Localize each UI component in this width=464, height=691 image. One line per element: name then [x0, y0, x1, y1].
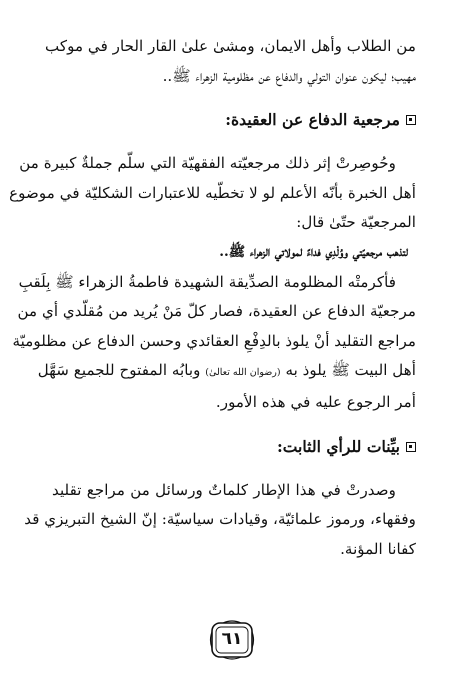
text-line: وصدرتْ في هذا الإطار كلماتٌ ورسائل من مراجع تقليد: [52, 480, 396, 499]
section-heading-evidence: [52, 432, 416, 462]
section-heading-doctrine-defense: [52, 105, 416, 135]
page-footer: [0, 615, 464, 665]
section-body-evidence: [24, 476, 416, 565]
text-line: مرجعيّة الدفاع عن العقيدة، فصار كلّ مَنْ يُريد من مُقلّدي أي من: [17, 302, 416, 321]
text-line: وفقهاء، ورموز علمائيّة، وقيادات سياسيّة: إنّ الشيخ التبريزي قد: [24, 510, 416, 529]
text-line: أهل الخبرة بأنّه الأعلم لو لا تخطّيه للاعتبارات الشكليّة في موضوع: [9, 183, 416, 202]
text-line: كفانا المؤنة.: [340, 539, 416, 558]
text-line: من الطلاب وأهل الايمان، ومشىٰ علىٰ القار الحار في موكب: [44, 37, 416, 55]
text-fragment: أهل البيت ﷺ يلوذ به: [285, 361, 416, 380]
section-heading-label: مرجعية الدفاع عن العقيدة:: [225, 110, 400, 130]
section-heading-label: بيِّنات للرأي الثابت:: [276, 436, 400, 456]
page-body: [9, 32, 416, 564]
text-line: فأكرمتْه المظلومة الصدِّيقة الشهيدة فاطمةُ الزهراء ﷺ بِلَقبِ: [18, 272, 396, 291]
text-fragment: وبابُه المفتوح للجميع سَهَّل: [37, 361, 201, 380]
text-line: مراجع التقليد أنْ يلوذ بالدِفْعِ العقائدي وحسن الدفاع عن مظلوميّة: [12, 331, 416, 350]
text-line-with-note: [37, 356, 416, 388]
section-body-doctrine-defense: [9, 149, 416, 417]
text-line: أمر الرجوع عليه في هذه الأمور.: [215, 392, 416, 411]
square-bullet-icon: [406, 442, 416, 452]
text-line: المرجعيّة حتّىٰ قال:: [296, 213, 416, 232]
quote-line: لتذهب مرجعيّتي ووُلْدِي فداءً لمولاتي الزهراء ﷺ..: [219, 243, 408, 260]
square-bullet-icon: [406, 115, 416, 125]
page-number: ٦١: [221, 629, 243, 649]
text-line: مهيب؛ ليكون عنوان التولي والدفاع عن مظلومية الزهراء ﷺ..: [162, 66, 416, 85]
text-line: وحُوصِرتْ إثر ذلك مرجعيّته الفقهيّة التي سلّم جملةٌ كبيرة من: [19, 154, 396, 173]
honorific-note: (رضوان الله تعالىٰ): [205, 367, 281, 379]
paragraph-continuation: [44, 32, 416, 91]
page-number-frame: [209, 620, 255, 660]
